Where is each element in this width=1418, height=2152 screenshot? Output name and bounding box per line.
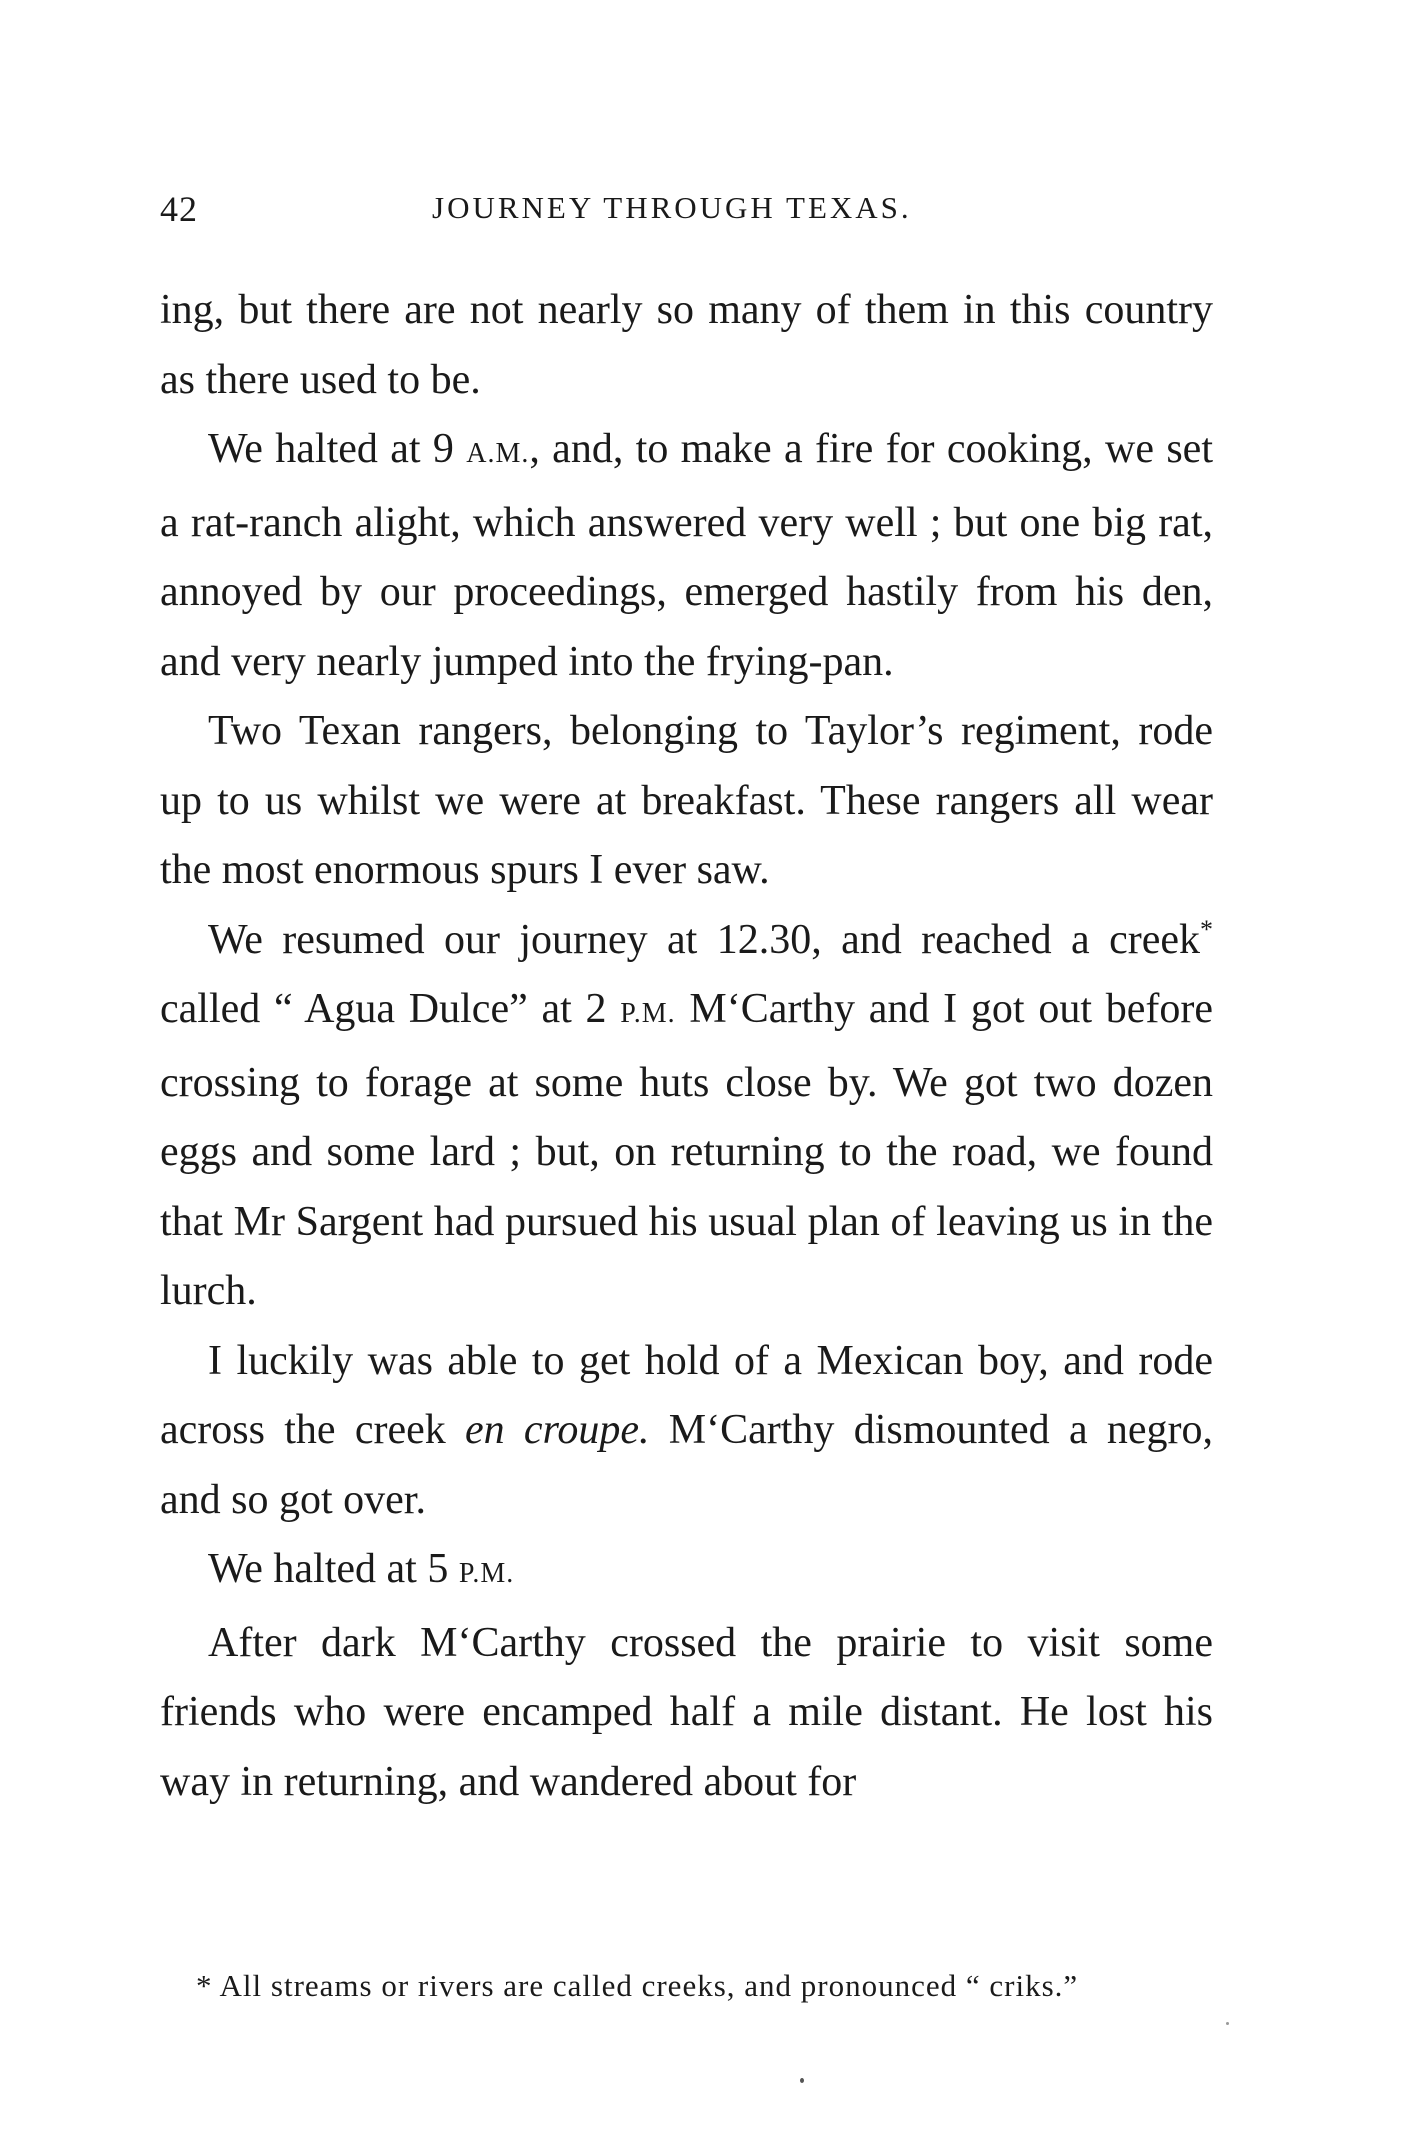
ink-speck (1226, 2022, 1229, 2025)
page-header (160, 188, 1210, 236)
paragraph-text: We resumed our journey at 12.30, and reached a creek (208, 916, 1200, 963)
paragraph-text: After dark M‘Carthy crossed the prairie to visit some friends who were encamped half a mile distant. He lost his way in returning, and wandered about for (160, 1619, 1213, 1805)
paragraph-text: called “ Agua Dulce” at 2 (160, 986, 621, 1032)
time-abbrev: P.M. (620, 998, 676, 1029)
paragraph-text: We halted at 5 (208, 1546, 459, 1592)
paragraph-continued (160, 276, 1213, 415)
footnote-marker: * (196, 1968, 213, 2003)
paragraph-text: ing, but there are not nearly so many of them in this country as there used to be. (160, 287, 1213, 403)
paragraph (160, 1535, 1213, 1609)
footnote-text: All streams or rivers are called creeks, and pronounced “ criks.” (212, 1968, 1079, 2003)
body-text (160, 276, 1213, 1817)
paragraph (160, 415, 1213, 697)
italic-phrase: en croupe. (465, 1407, 650, 1453)
paragraph (160, 697, 1213, 906)
paragraph (160, 906, 1213, 1327)
time-abbrev: A.M. (466, 438, 530, 469)
page-number: 42 (160, 189, 198, 229)
paragraph-text: I luckily was able to get hold of a Mexican boy, and rode across the creek (160, 1337, 1213, 1453)
footnote (160, 1964, 1213, 2008)
paragraph (160, 1327, 1213, 1536)
paragraph-text: We halted at 9 (208, 426, 467, 472)
ink-speck (800, 2078, 804, 2083)
paragraph-text: M‘Carthy dismounted a negro, and so got over. (160, 1407, 1213, 1523)
paragraph-text: , and, to make a fire for cooking, we set a rat-ranch alight, which answered very well ; but one big rat, annoyed by our proceedings, emerged hastily from his den, and very nearly jumped into the frying-pan. (160, 426, 1213, 685)
footnote-reference: * (1200, 914, 1213, 944)
paragraph-text: Two Texan rangers, belonging to Taylor’s regiment, rode up to us whilst we were at breakfast. These rangers all wear the most enormous spurs I ever saw. (160, 708, 1213, 893)
running-head: JOURNEY THROUGH TEXAS. (432, 190, 912, 225)
paragraph (160, 1609, 1213, 1818)
footnote-paragraph (160, 1964, 1213, 2008)
time-abbrev: P.M. (458, 1558, 515, 1589)
paragraph-text: M‘Carthy and I got out before crossing to forage at some huts close by. We got two dozen eggs and some lard ; but, on returning to the road, we found that Mr Sargent had pursued his usual plan of leaving us in the lurch. (160, 986, 1213, 1314)
